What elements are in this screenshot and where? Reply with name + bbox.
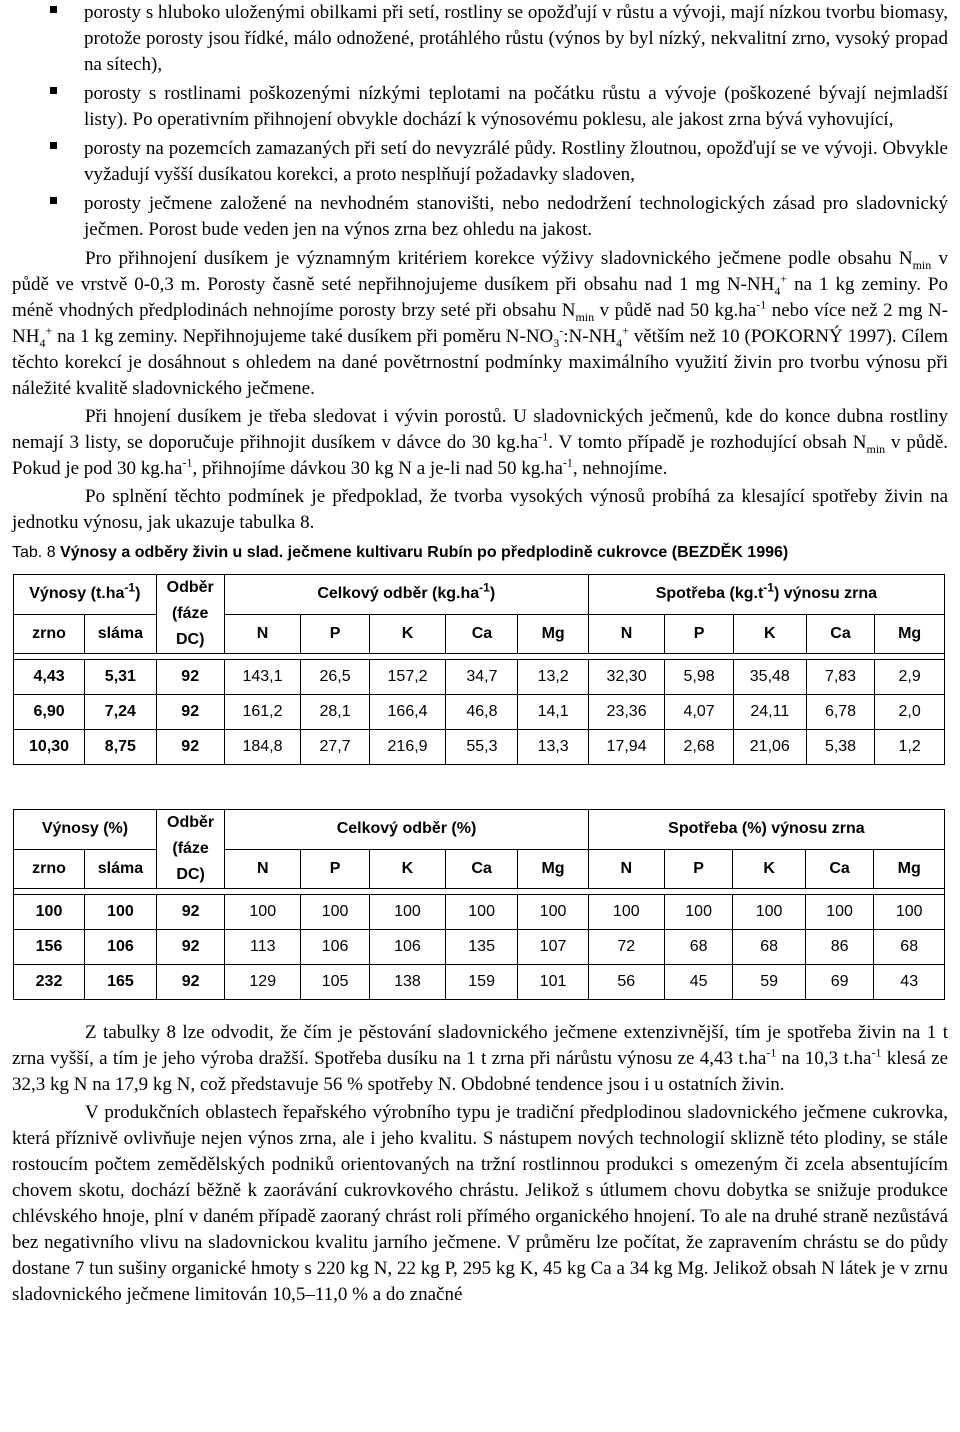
list-item: porosty na pozemcích zamazaných při setí do nevyzrálé půdy. Rostliny žloutnou, opožďují se ve vývoji. Obvykle vyžadují vyšší dusíkatou korekci, a proto nesplňují požadavky sladoven, [12,136,948,188]
header-yield: Výnosy $(t.ha^{-1})$ [14,575,157,615]
paragraph-conditions: Po splnění těchto podmínek je předpoklad, že tvorba vysokých výnosů probíhá za klesající spotřeby živin na jednotku výnosu, jak ukazuje tabulka 8. [12,486,948,533]
table-yields-percent [13,809,945,1000]
bullet-square-icon [50,6,57,13]
header-consumption: Spotřeba $(kg.t^{-1})$ výnosu zrna [588,575,944,615]
subheader-cell: Mg [518,849,588,889]
table-row: 6,90 7,24 92 161,2 28,1 166,4 46,8 14,1 23,36 4,07 24,11 6,78 2,0 [14,695,945,730]
subheader-cell: zrno [14,614,85,654]
paragraph-sugar-beet: V produkčních oblastech řepařského výrobního typu je tradiční předplodinou sladovnického ječmene cukrovka, která příznivě ovlivňuje nejen výnos zrna, ale i jeho kvalitu. S nástupem nových technologií sklizně této plodiny, se stále rostoucím počtem zemědělských podniků orientovaných na tržní rostlinnou produkci s omezeným či zcela absentujícím chovem skotu, dochází běžně k zaorávání cukrovkového chrástu. Jelikož s útlumem chovu dobytka se snižuje produkce chlévského hnoje, plní v daném případě zaorаný chrást roli přímého organického hnojení. To ale na druhé straně nezůstává bez negativního vlivu na sladovnickou kvalitu jarního ječmene. V průměru lze počítat, že zapravením chrástu se do půdy dostane 7 tun sušiny organické hmoty s 220 kg N, 22 kg P, 295 kg K, 45 kg Ca a 34 kg Mg. Jelikož obsah N látek je v zrnu sladovnického ječmene limitován 10,5–11,0 % a do značné [12,1102,948,1305]
list-item: porosty ječmene založené na nevhodném stanovišti, nebo nedodržení technologických zásad pro sladovnický ječmen. Porost bude veden jen na výnos zrna bez ohledu na jakost. [12,191,948,243]
table-row: 100 100 92 100 100 100 100 100 100 100 100 100 100 [14,895,945,930]
bullet-square-icon [50,197,57,204]
subheader-cell: N [225,849,301,889]
table-row: 232 165 92 129 105 138 159 101 56 45 59 69 43 [14,965,945,1000]
subheader-cell: K [733,614,806,654]
subheader-cell: P [301,614,369,654]
table-caption: Tab. 8 Výnosy a odběry živin u slad. ječmene kultivaru Rubín po předplodině cukrovce (BEZDĚK 1996) [12,544,789,561]
subheader-cell: Mg [518,614,588,654]
subheader-cell: K [369,614,446,654]
bullet-list [12,0,948,243]
subheader-cell: N [588,614,665,654]
subheader-cell: sláma [85,849,157,889]
table-row: 10,30 8,75 92 184,8 27,7 216,9 55,3 13,3 17,94 2,68 21,06 5,38 1,2 [14,730,945,765]
bullet-square-icon [50,87,57,94]
paragraph-nitrogen-correction: Pro přihnojení dusíkem je významným kritériem korekce výživy sladovnického ječmene podle obsahu $N_{min}$ v půdě ve vrstvě 0-0,3 m. Porosty časně seté nepřihnojujeme dusíkem při obsahu nad 1 mg $N-NH_4^+$ na 1 kg zeminy. Po méně vhodných předplodinách nehnojíme porosty brzy seté při obsahu $N_{min}$ v půdě nad 50 $kg.ha^{-1}$ nebo více než 2 mg $N-NH_4^+$ na 1 kg zeminy. Nepřihnojujeme také dusíkem při poměru $N-NO_3^-:N-NH_4^+$ větším než 10 (POKORNÝ 1997). Cílem těchto korekcí je dosáhnout s ohledem na dané povětrnostní podmínky maximálního využití živin pro tvorbu výnosu při náležité kvalitě sladovnického ječmene. [12,248,948,399]
table-yields-absolute [13,574,945,765]
subheader-cell: N [224,614,301,654]
header-total-uptake: Celkový odběr $(kg.ha^{-1})$ [224,575,588,615]
header-uptake-phase: Odběr (fáze DC) [156,810,224,889]
subheader-cell: zrno [14,849,85,889]
subheader-cell: P [301,849,370,889]
header-uptake-phase: Odběr (fáze DC) [156,575,224,654]
list-item: porosty s rostlinami poškozenými nízkými teplotami na počátku růstu a vývoje (poškozené bývají nejmladší listy). Po operativním přihnojení obvykle dochází k výnosovému poklesu, ale jakost zrna bývá vyhovující, [12,81,948,133]
subheader-cell: Ca [445,849,517,889]
list-item: porosty s hlubokо uloženými obilkami při setí, rostliny se opožďují v růstu a vývoji, mají nízkou tvorbu biomasy, protože porosty jsou řídké, málo odnožené, protáhlého růstu (výnos by byl nízký, nekvalitní zrno, vysoký propad na sítech), [12,0,948,78]
table-gap [12,765,948,809]
bullet-square-icon [50,142,57,149]
subheader-cell: N [588,849,664,889]
header-consumption: Spotřeba (%) výnosu zrna [588,810,944,850]
paragraph-table-conclusion: Z tabulky 8 lze odvodit, že čím je pěstování sladovnického ječmene extenzivnější, tím je spotřeba živin na 1 t zrna vyšší, a tím je jeho výroba dražší. Spotřeba dusíku na 1 t zrna při nárůstu výnosu ze 4,43 $t.ha^{-1}$ na 10,3 $t.ha^{-1}$ klesá ze 32,3 kg N na 17,9 kg N, což představuje 56 % spotřeby N. Obdobné tendence jsou i u ostatních živin. [12,1022,949,1095]
table-row: 4,43 5,31 92 143,1 26,5 157,2 34,7 13,2 32,30 5,98 35,48 7,83 2,9 [14,660,945,695]
subheader-cell: Mg [875,614,945,654]
paragraph-stand-development: Při hnojení dusíkem je třeba sledovat i vývin porostů. U sladovnických ječmenů, kde do konce dubna rostliny nemají 3 listy, se doporučuje přihnojit dusíkem v dávce do 30 $kg.ha^{-1}$. V tomto případě je rozhodující obsah $N_{min}$ v půdě. Pokud je pod 30 $kg.ha^{-1}$, přihnojíme dávkou 30 kg N a je-li nad 50 $kg.ha^{-1}$, nehnojíme. [12,406,949,479]
subheader-cell: K [733,849,805,889]
header-yield: Výnosy (%) [14,810,157,850]
subheader-cell: sláma [85,614,157,654]
header-total-uptake: Celkový odběr (%) [225,810,589,850]
subheader-cell: Ca [806,614,874,654]
table-row: 156 106 92 113 106 106 135 107 72 68 68 86 68 [14,930,945,965]
subheader-cell: P [665,614,733,654]
subheader-cell: Ca [446,614,518,654]
subheader-cell: P [664,849,733,889]
subheader-cell: Mg [874,849,945,889]
table-gap [12,1000,948,1020]
subheader-cell: Ca [805,849,874,889]
document-page [12,0,948,1310]
subheader-cell: K [369,849,445,889]
